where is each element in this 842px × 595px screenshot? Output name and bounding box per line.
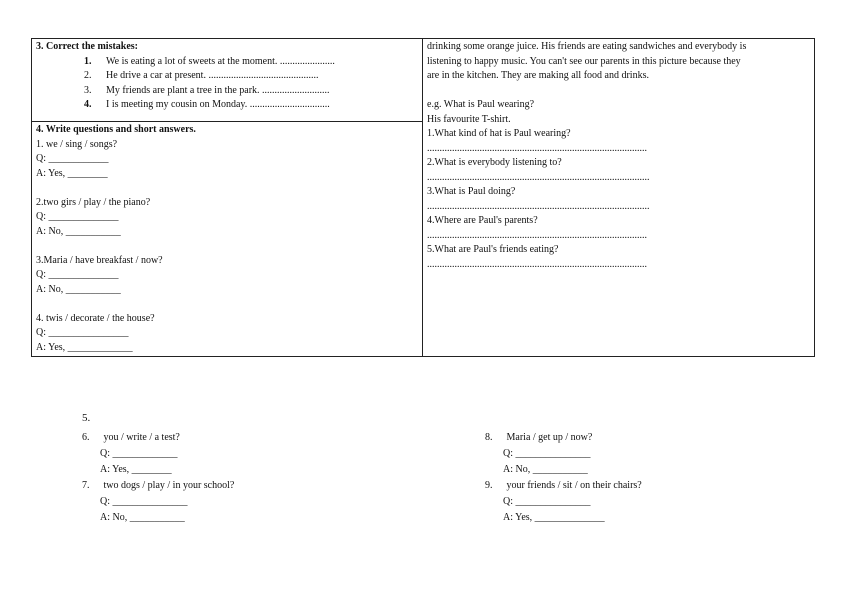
- question-prompt: 1. we / sing / songs?: [36, 138, 118, 150]
- section4-cell: [32, 122, 423, 357]
- answer-line[interactable]: A: Yes, ________: [36, 167, 108, 179]
- answer-line[interactable]: A: No, ___________: [36, 283, 121, 295]
- list-item: 9. your friends / sit / on their chairs?: [485, 480, 642, 491]
- list-item: 3. My friends are plant a tree in the park. ...........................: [84, 84, 330, 96]
- example-answer: His favourite T-shirt.: [427, 113, 511, 125]
- answer-line[interactable]: .........................................................................................: [427, 200, 650, 212]
- reading-line: are in the kitchen. They are making all food and drinks.: [427, 70, 649, 81]
- question-line[interactable]: Q: ______________: [36, 269, 119, 280]
- question-line[interactable]: Q: ________________: [36, 327, 129, 338]
- answer-line[interactable]: ........................................................................................: [427, 258, 647, 270]
- question-line[interactable]: Q: _______________: [503, 496, 591, 507]
- list-item: 7. two dogs / play / in your school?: [82, 480, 235, 491]
- section5-left: [82, 430, 234, 526]
- reading-cell: [423, 39, 815, 357]
- list-item: 4. I is meeting my cousin on Monday. ................................: [84, 99, 330, 110]
- section3-cell: [32, 39, 423, 122]
- answer-line[interactable]: ........................................................................................: [427, 229, 647, 241]
- section4-title: 4. Write questions and short answers.: [36, 124, 196, 135]
- section3-list: [36, 55, 418, 113]
- section3-title: 3. Correct the mistakes:: [36, 41, 139, 52]
- question-line[interactable]: Q: ______________: [36, 211, 119, 222]
- worksheet-table: [31, 38, 815, 357]
- reading-question: 4.Where are Paul's parents?: [427, 215, 538, 226]
- question-line[interactable]: Q: _______________: [100, 496, 188, 507]
- question-prompt: 3.Maria / have breakfast / now?: [36, 254, 163, 266]
- question-line[interactable]: Q: ____________: [36, 153, 109, 164]
- answer-line[interactable]: A: No, ___________: [100, 512, 185, 523]
- question-line[interactable]: Q: _____________: [100, 448, 178, 459]
- answer-line[interactable]: .........................................................................................: [427, 171, 650, 183]
- reading-line: listening to happy music. You can't see our parents in this picture because they: [427, 55, 741, 67]
- answer-line[interactable]: A: No, ___________: [36, 225, 121, 237]
- list-item: 1. We is eating a lot of sweets at the moment. ......................: [84, 55, 335, 67]
- question-prompt: 4. twis / decorate / the house?: [36, 312, 155, 324]
- list-item: 8. Maria / get up / now?: [485, 432, 593, 443]
- list-item: 6. you / write / a test?: [82, 432, 180, 443]
- section5-label: 5.: [82, 412, 91, 424]
- answer-line[interactable]: ........................................................................................: [427, 142, 647, 154]
- reading-question: 3.What is Paul doing?: [427, 186, 516, 197]
- answer-line[interactable]: A: No, ___________: [503, 464, 588, 475]
- answer-line[interactable]: A: Yes, _____________: [36, 341, 133, 353]
- reading-line: drinking some orange juice. His friends are eating sandwiches and everybody is: [427, 41, 747, 52]
- answer-line[interactable]: A: Yes, ______________: [503, 512, 605, 523]
- reading-question: 1.What kind of hat is Paul wearing?: [427, 128, 571, 139]
- answer-line[interactable]: A: Yes, ________: [100, 464, 172, 475]
- section5-right: [485, 430, 642, 526]
- list-item: 2. He drive a car at present. ............................................: [84, 70, 319, 81]
- reading-question: 5.What are Paul's friends eating?: [427, 244, 559, 255]
- example-question: e.g. What is Paul wearing?: [427, 99, 535, 110]
- question-prompt: 2.two girs / play / the piano?: [36, 196, 151, 208]
- question-line[interactable]: Q: _______________: [503, 448, 591, 459]
- reading-question: 2.What is everybody listening to?: [427, 157, 562, 168]
